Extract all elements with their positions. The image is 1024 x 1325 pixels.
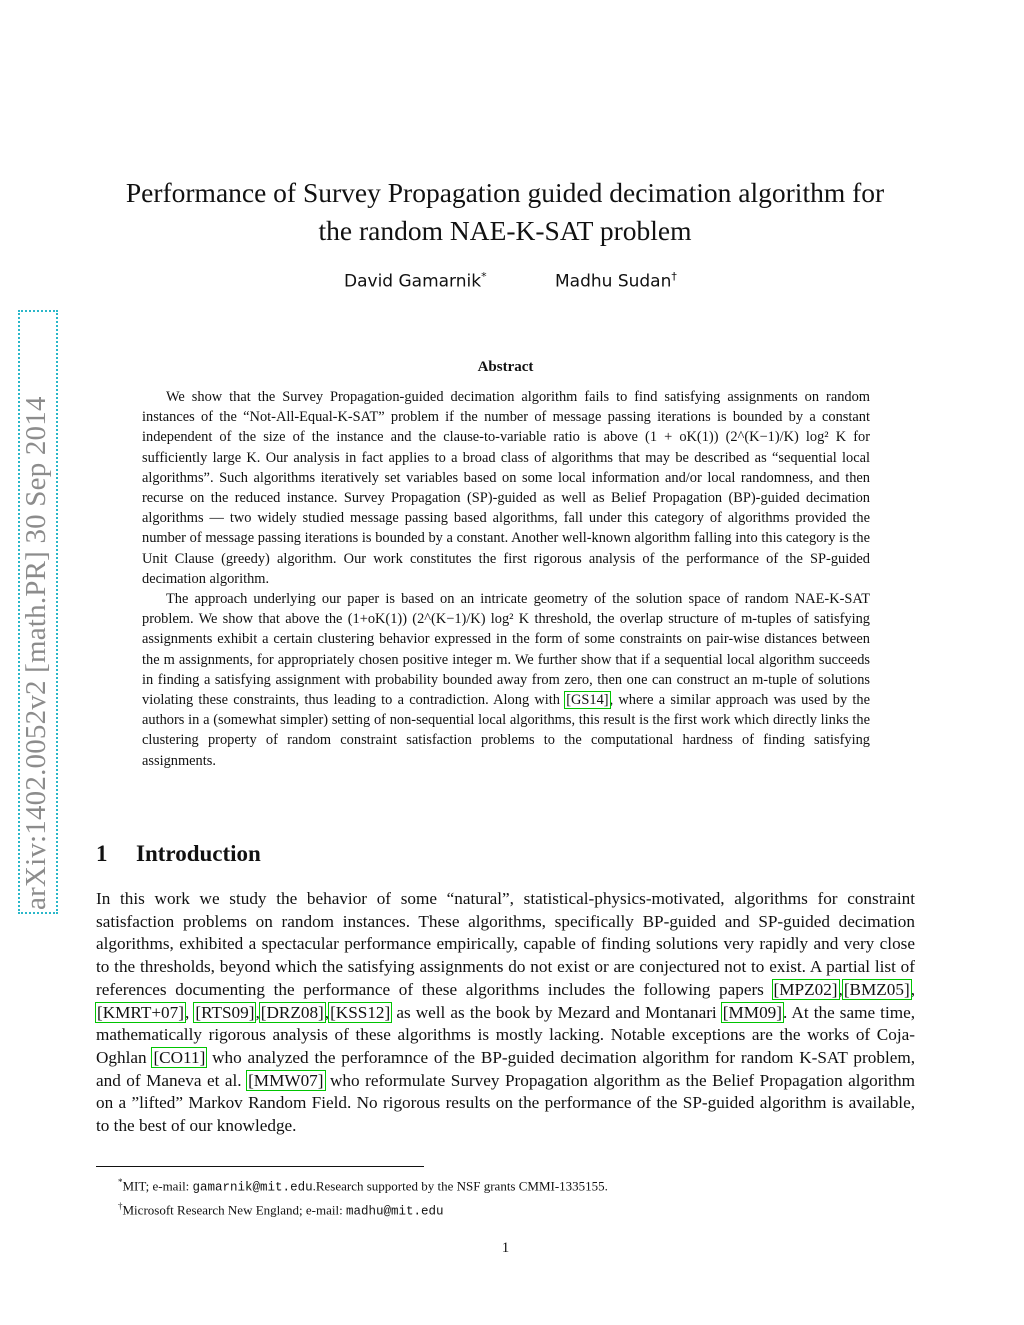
footnote-divider (96, 1166, 424, 1167)
threshold-formula-2: (1+oK(1)) (2^(K−1)/K) log² K (347, 611, 530, 628)
section-number: 1 (96, 841, 108, 866)
author-1-footnote-mark[interactable]: * (481, 270, 487, 283)
citation-link[interactable]: [CO11] (153, 1047, 206, 1067)
abstract-heading: Abstract (477, 359, 534, 375)
author-2: Madhu Sudan† (555, 270, 677, 292)
author-list (0, 270, 1024, 296)
section-heading (96, 841, 261, 867)
author-2-footnote-mark[interactable]: † (671, 270, 677, 283)
section-title: Introduction (136, 841, 261, 866)
footnote-1: *MIT; e-mail: gamarnik@mit.edu.Research supported by the NSF grants CMMI-1335155. (118, 1177, 608, 1195)
citation-link[interactable]: [DRZ08] (260, 1002, 324, 1022)
footnotes (118, 1173, 608, 1222)
footnote-2: †Microsoft Research New England; e-mail: madhu@mit.edu (118, 1201, 444, 1219)
author-1: David Gamarnik* (344, 270, 487, 292)
citation-link[interactable]: [KMRT+07] (97, 1002, 184, 1022)
title-line-2: the random NAE-K-SAT problem (318, 215, 692, 246)
arxiv-identifier[interactable]: arXiv:1402.0052v2 [math.PR] 30 Sep 2014 (20, 396, 52, 910)
page-number: 1 (501, 1240, 510, 1256)
citation-link[interactable]: [MMW07] (248, 1070, 324, 1090)
abstract-paragraph-2: The approach underlying our paper is based on an intricate geometry of the solution space of random NAE-K-SAT problem. We show that above the (1+oK(1)) (2^(K−1)/K) log² K threshold, the overlap structure of m-tuples of satisfying assignments exhibit a certain clustering behavior expressed in the form of some constraints on pair-wise distances between the m assignments, for appropriately chosen positive integer m. We further show that if a sequential local algorithm succeeds in finding a satisfying assignment with probability bounded away from zero, then one can construct an m-tuple of solutions violating these constraints, thus leading to a contradiction. Along with [GS14], where a similar approach was used by the authors in a (somewhat simpler) setting of non-sequential local algorithms, this result is the first work which directly links the clustering property of random constraint satisfaction problems to the computational hardness of finding satisfying assignments. (142, 591, 870, 769)
email-link[interactable]: madhu@mit.edu (345, 1204, 444, 1219)
citation-link[interactable]: [GS14] (566, 692, 609, 709)
citation-link[interactable]: [MM09] (722, 1002, 782, 1022)
title-line-1: Performance of Survey Propagation guided decimation algorithm for (125, 177, 885, 208)
paper-title (90, 174, 920, 250)
citation-link[interactable]: [BMZ05] (843, 979, 910, 999)
abstract-paragraph-1: We show that the Survey Propagation-guided decimation algorithm fails to find satisfying assignments on random instances of the “Not-All-Equal-K-SAT” problem if the number of message passing iterations is bounded by a constant independent of the size of the instance and the clause-to-variable ratio is above (1 + oK(1)) (2^(K−1)/K) log² K for sufficiently large K. Our analysis in fact applies to a broad class of algorithms that may be described as “sequential local algorithms”. Such algorithms iteratively set variables based on some local information and/or local randomness, and then recurse on the reduced instance. Survey Propagation (SP)-guided as well as Belief Propagation (BP)-guided decimation algorithms — two widely studied message passing based algorithms, fall under this category of algorithms provided the number of message passing iterations is bounded by a constant. Another well-known algorithm falling into this category is the Unit Clause (greedy) algorithm. Our work constitutes the first rigorous analysis of the performance of the SP-guided decimation algorithm. (142, 389, 870, 587)
abstract-body (142, 387, 870, 771)
citation-link[interactable]: [MPZ02] (773, 979, 838, 999)
introduction-paragraph: In this work we study the behavior of some “natural”, statistical-physics-motivated, algorithms for constraint satisfaction problems on random instances. These algorithms, specifically BP-guided and SP-guided decimation algorithms, exhibited a spectacular performance empirically, capable of finding solutions very rapidly and very close to the thresholds, beyond which the satisfying assignments do not exist or are conjectured not to exist. A partial list of references documenting the performance of these algorithms includes the following papers [MPZ02],[BMZ05],[KMRT+07], [RTS09],[DRZ08],[KSS12] as well as the book by Mezard and Montanari [MM09]. At the same time, mathematically rigorous analysis of these algorithms is mostly lacking. Notable exceptions are the works of Coja-Oghlan [CO11] who analyzed the perforamnce of the BP-guided decimation algorithm for random K-SAT problem, and of Maneva et al. [MMW07] who reformulate Survey Propagation algorithm as the Belief Propagation algorithm on a ”lifted” Markov Random Field. No rigorous results on the performance of the SP-guided algorithm is available, to the best of our knowledge. (96, 889, 916, 1136)
citation-link[interactable]: [KSS12] (330, 1002, 391, 1022)
citation-link[interactable]: [RTS09] (195, 1002, 255, 1022)
threshold-formula: (1 + oK(1)) (2^(K−1)/K) log² K (645, 429, 847, 446)
email-link[interactable]: gamarnik@mit.edu (192, 1180, 313, 1195)
